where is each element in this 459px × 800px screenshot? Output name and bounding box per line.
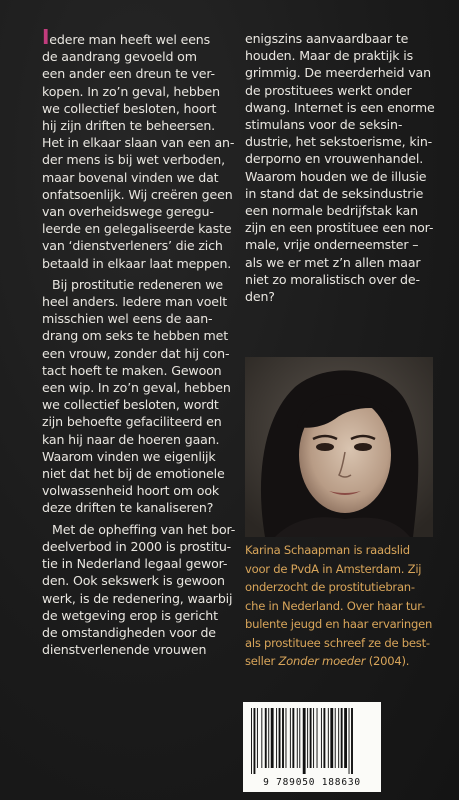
barcode-bar (330, 708, 333, 768)
text-line: kopen. In zo’n geval, hebben (42, 83, 220, 99)
barcode-bar (323, 708, 325, 768)
barcode-bar (254, 708, 256, 774)
text-line: tie in Nederland legaal gewor- (42, 556, 228, 572)
author-caption (245, 541, 445, 671)
text-line: Bij prostitutie redeneren we (52, 276, 223, 292)
text-line: derporno en vrouwenhandel. (245, 151, 424, 167)
text-line: dwang. Internet is een enorme (245, 99, 435, 115)
barcode-bar (286, 708, 287, 768)
barcode-bar (251, 708, 252, 774)
barcode-bar (349, 708, 350, 774)
text-line: leerde en gelegaliseerde kaste (42, 221, 232, 237)
barcode-bar (351, 708, 353, 774)
barcode-bar (338, 708, 339, 768)
text-line: stimulans voor de seksin- (245, 117, 403, 133)
text-line: de aandrang gevoeld om (42, 49, 197, 65)
text-line: Waarom houden we de illusie (245, 168, 427, 184)
barcode-bars (243, 702, 381, 776)
book-title: Zonder moeder (278, 654, 366, 668)
barcode-bar (261, 708, 262, 768)
text-line: in stand dat de seksindustrie (245, 185, 424, 201)
text-line: Met de opheffing van het bor- (52, 521, 236, 537)
barcode-bar (257, 708, 258, 768)
caption-line: als prostituee schreef ze de best- (245, 635, 430, 650)
text-line: den? (245, 289, 275, 305)
barcode-bar (297, 708, 298, 768)
barcode-bar (290, 708, 291, 768)
text-line: werk, is de redenering, waarbij (42, 590, 233, 606)
caption-line: che in Nederland. Over haar tur- (245, 598, 425, 613)
text-line: kan hij naar de hoeren gaan. (42, 431, 220, 447)
text-line: zijn en een prostituee een nor- (245, 220, 434, 236)
text-line: dustrie, het sekstoerisme, kin- (245, 134, 433, 150)
text-line: tact hoeft te maken. Gewoon (42, 362, 222, 378)
caption-line: Karina Schaapman is raadslid (245, 543, 410, 557)
text-line: volwassenheid hoort om ook (42, 483, 220, 499)
barcode-number: 9 789050 188630 (263, 777, 361, 788)
text-line: een ander een dreun te ver- (42, 66, 215, 82)
barcode-bar (344, 708, 347, 768)
text-line: een vrouw, zonder dat hij con- (42, 345, 230, 361)
text-line: den. Ook sekswerk is gewoon (42, 573, 225, 589)
text-line: grimmig. De meerderheid van (245, 65, 431, 81)
text-line: de prostituees werkt onder (245, 82, 412, 98)
barcode-bar (271, 708, 274, 768)
text-line: Iedere man heeft wel eens (42, 25, 211, 49)
barcode-bar (321, 708, 322, 768)
text-line: Het in elkaar slaan van een an- (42, 135, 235, 151)
barcode-bar (299, 708, 300, 768)
right-text-column (245, 30, 435, 305)
text-line: we collectief besloten, hoort (42, 100, 217, 116)
text-line: deelverbod in 2000 is prostitu- (42, 538, 232, 554)
text-line: male, vrije onderneemster – (245, 237, 419, 253)
text-line: betaald in elkaar laat meppen. (42, 255, 232, 271)
text-line: drang om seks te hebben met (42, 328, 229, 344)
barcode-bar (328, 708, 329, 768)
text-line: niet dat het bij de emotionele (42, 466, 225, 482)
text-line: een wip. In zo’n geval, hebben (42, 380, 231, 396)
barcode-bar (265, 708, 267, 768)
text-line: niet zo moralistisch over de- (245, 271, 420, 287)
barcode-bar (279, 708, 281, 768)
caption-line: bulente jeugd en haar ervaringen (245, 617, 433, 631)
text-line: als we er met z’n allen maar (245, 254, 421, 270)
barcode-bar (268, 708, 269, 768)
left-text-column (42, 25, 238, 658)
portrait-image (245, 357, 433, 537)
barcode-bar (317, 708, 318, 768)
text-line: Waarom vinden we eigenlijk (42, 448, 216, 464)
text-line: een normale bedrijfstak kan (245, 203, 418, 219)
isbn-barcode (243, 702, 381, 792)
barcode-bar (310, 708, 312, 768)
text-line: van overheidswege geregu- (42, 204, 214, 220)
text-line: de omstandigheden voor de (42, 624, 216, 640)
text-line: maar bovenal vinden we dat (42, 169, 219, 185)
text-line: we collectief besloten, wordt (42, 397, 219, 413)
caption-line: seller Zonder moeder (2004). (245, 654, 410, 668)
drop-cap: I (42, 25, 50, 49)
barcode-bar (307, 708, 308, 768)
barcode-bar (313, 708, 314, 768)
text-line: de wetgeving erop is gericht (42, 607, 218, 623)
author-portrait-photo (245, 357, 433, 537)
text-line: onfatsoenlijk. Wij creëren geen (42, 186, 233, 202)
caption-line: voor de PvdA in Amsterdam. Zij (245, 561, 422, 576)
barcode-bar (282, 708, 284, 768)
text-line: zijn behoefte gefaciliteerd en (42, 414, 222, 430)
text-line: van ‘dienstverleners’ die zich (42, 238, 223, 254)
barcode-bar (335, 708, 336, 768)
text-line: houden. Maar de praktijk is (245, 48, 414, 64)
barcode-bar (303, 708, 306, 774)
text-line: heel anders. Iedere man voelt (42, 294, 227, 310)
barcode-bar (292, 708, 294, 768)
text-line: deze driften te kanaliseren? (42, 500, 214, 516)
text-line: misschien wel eens de aan- (42, 311, 213, 327)
text-line: der mens is bij wet verboden, (42, 152, 225, 168)
text-line: dienstverlenende vrouwen (42, 642, 207, 658)
text-line: enigszins aanvaardbaar te (245, 31, 409, 46)
text-line: hij zijn driften te beheersen. (42, 118, 216, 134)
barcode-bar (341, 708, 343, 768)
barcode-bar (276, 708, 277, 768)
caption-line: onderzocht de prostitutiebran- (245, 580, 415, 594)
